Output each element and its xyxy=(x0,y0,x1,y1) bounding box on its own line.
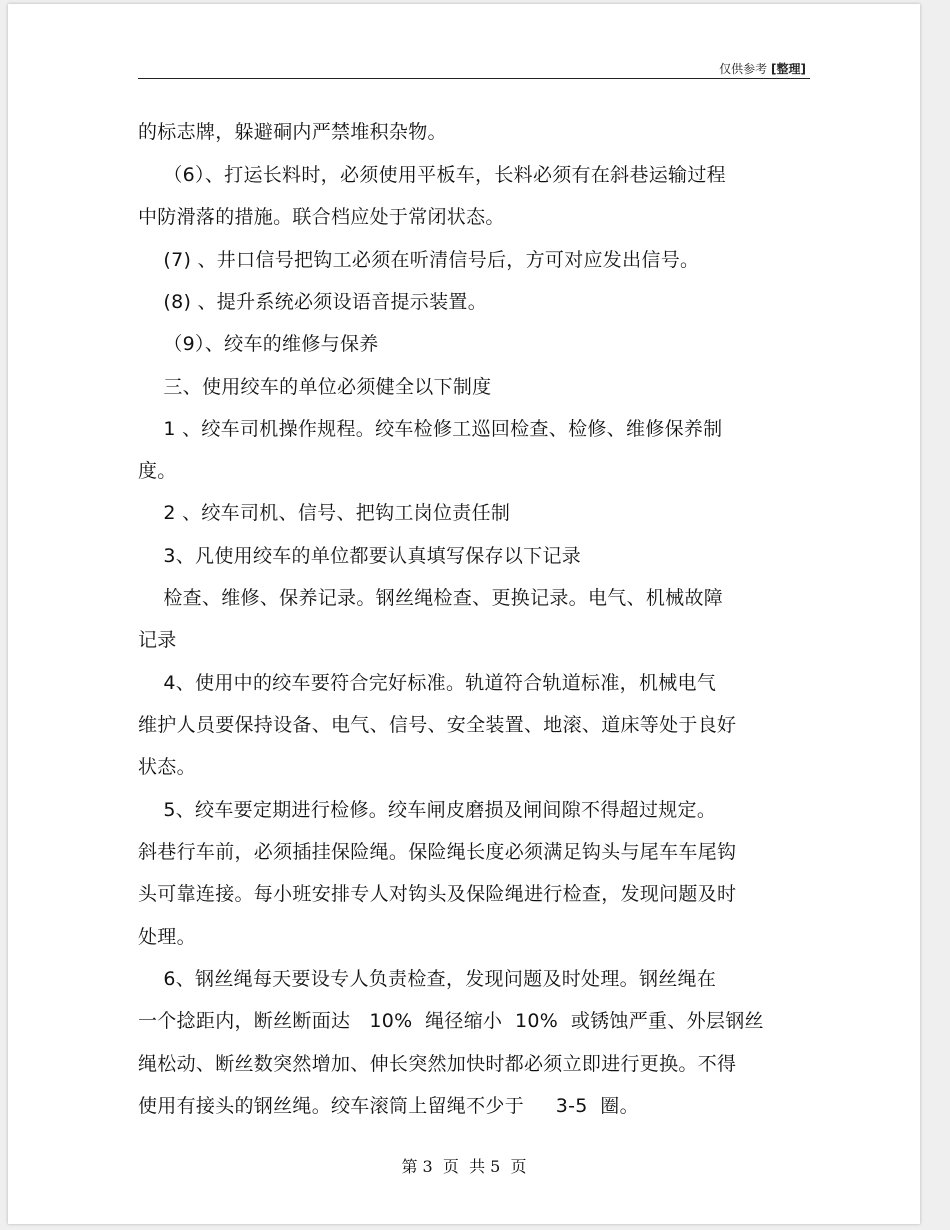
body-line: 度。 xyxy=(138,460,177,482)
body-line: （6）、打运长料时，必须使用平板车，长料必须有在斜巷运输过程 xyxy=(138,164,726,186)
body-line: 3、凡使用绞车的单位都要认真填写保存以下记录 xyxy=(138,545,582,567)
header-note xyxy=(719,60,806,77)
body-line: 1 、绞车司机操作规程。绞车检修工巡回检查、检修、维修保养制 xyxy=(138,418,723,440)
body-line: 一个捻距内，断丝断面达 10% 绳径缩小 10% 或锈蚀严重、外层钢丝 xyxy=(138,1010,764,1032)
body-line: 6、钢丝绳每天要设专人负责检查，发现问题及时处理。钢丝绳在 xyxy=(138,968,717,990)
body-line: （9）、绞车的维修与保养 xyxy=(138,333,379,355)
body-line: 记录 xyxy=(138,629,177,651)
body-line: 的标志牌，躲避硐内严禁堆积杂物。 xyxy=(138,121,447,143)
body-line: 三、使用绞车的单位必须健全以下制度 xyxy=(138,376,492,398)
page-number-footer: 第 3 页 共 5 页 xyxy=(401,1157,527,1176)
document-page xyxy=(8,4,920,1224)
body-line: 中防滑落的措施。联合档应处于常闭状态。 xyxy=(138,206,505,228)
header-note-prefix: 仅供参考 xyxy=(719,62,768,76)
body-line: (8) 、提升系统必须设语音提示装置。 xyxy=(138,291,488,313)
body-line: 2 、绞车司机、信号、把钩工岗位责任制 xyxy=(138,502,511,524)
body-line: 头可靠连接。每小班安排专人对钩头及保险绳进行检查，发现问题及时 xyxy=(138,883,737,905)
header-divider xyxy=(138,78,810,79)
body-line: 检查、维修、保养记录。钢丝绳检查、更换记录。电气、机械故障 xyxy=(138,587,724,609)
body-line: 处理。 xyxy=(138,926,196,948)
body-line: 状态。 xyxy=(138,756,196,778)
body-line: 绳松动、断丝数突然增加、伸长突然加快时都必须立即进行更换。不得 xyxy=(138,1053,737,1075)
body-line: 使用有接头的钢丝绳。绞车滚筒上留绳不少于 3-5 圈。 xyxy=(138,1095,639,1117)
body-line: (7) 、井口信号把钩工必须在听清信号后，方可对应发出信号。 xyxy=(138,249,700,271)
body-line: 维护人员要保持设备、电气、信号、安全装置、地滚、道床等处于良好 xyxy=(138,714,737,736)
body-line: 5、绞车要定期进行检修。绞车闸皮磨损及闸间隙不得超过规定。 xyxy=(138,799,717,821)
header-note-bracket: [整理] xyxy=(771,62,806,76)
body-line: 斜巷行车前，必须插挂保险绳。保险绳长度必须满足钩头与尾车车尾钩 xyxy=(138,841,737,863)
body-line: 4、使用中的绞车要符合完好标准。轨道符合轨道标准，机械电气 xyxy=(138,672,717,694)
